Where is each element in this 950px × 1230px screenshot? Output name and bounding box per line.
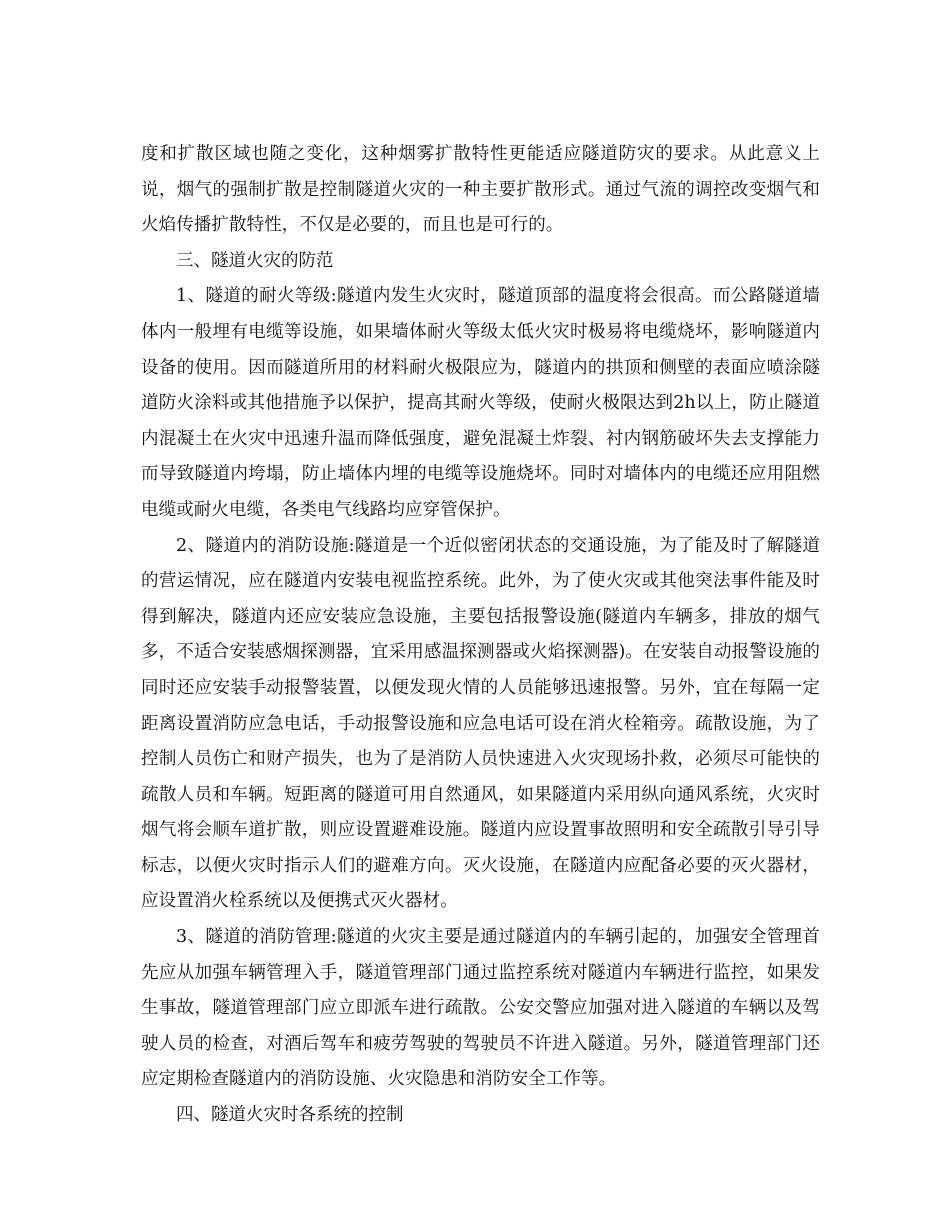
section-heading-prevention: 三、隧道火灾的防范 — [176, 250, 334, 271]
paragraph-continuation: 度和扩散区域也随之变化，这种烟雾扩散特性更能适应隧道防灾的要求。从此意义上说，烟气的强制扩散是控制隧道火灾的一种主要扩散形式。通过气流的调控改变烟气和火焰传播扩散特性，不仅是必要的，而且也是可行的。 — [141, 144, 820, 236]
paragraph-fire-management: 3、隧道的消防管理:隧道的火灾主要是通过隧道内的车辆引起的，加强安全管理首先应从加强车辆管理入手，隧道管理部门通过监控系统对隧道内车辆进行监控，如果发生事故，隧道管理部门应立即派车进行疏散。公安交警应加强对进入隧道的车辆以及驾驶人员的检查，对酒后驾车和疲劳驾驶的驾驶员不许进入隧道。另外，隧道管理部门还应定期检查隧道内的消防设施、火灾隐患和消防安全工作等。 — [141, 927, 820, 1090]
section-heading-system-control: 四、隧道火灾时各系统的控制 — [176, 1105, 404, 1126]
paragraph-fire-rating: 1、隧道的耐火等级:隧道内发生火灾时，隧道顶部的温度将会很高。而公路隧道墙体内一般埋有电缆等设施，如果墙体耐火等级太低火灾时极易将电缆烧坏，影响隧道内设备的使用。因而隧道所用的材料耐火极限应为，隧道内的拱顶和侧壁的表面应喷涂隧道防火涂料或其他措施予以保护，提高其耐火等级，使耐火极限达到2h以上，防止隧道内混凝土在火灾中迅速升温而降低强度，避免混凝土炸裂、衬内钢筋破坏失去支撑能力而导致隧道内垮塌，防止墙体内埋的电缆等设施烧坏。同时对墙体内的电缆还应用阻燃电缆或耐火电缆，各类电气线路均应穿管保护。 — [141, 286, 820, 520]
paragraph-fire-facilities: 2、隧道内的消防设施:隧道是一个近似密闭状态的交通设施，为了能及时了解隧道的营运情况，应在隧道内安装电视监控系统。此外，为了使火灾或其他突法事件能及时得到解决，隧道内还应安装应急设施，主要包括报警设施(隧道内车辆多，排放的烟气多，不适合安装感烟探测器，宜采用感温探测器或火焰探测器)。在安装自动报警设施的同时还应安装手动报警装置，以便发现火情的人员能够迅速报警。另外，宜在每隔一定距离设置消防应急电话，手动报警设施和应急电话可设在消火栓箱旁。疏散设施，为了控制人员伤亡和财产损失，也为了是消防人员快速进入火灾现场扑救，必须尽可能快的疏散人员和车辆。短距离的隧道可用自然通风，如果隧道内采用纵向通风系统，火灾时烟气将会顺车道扩散，则应设置避难设施。隧道内应设置事故照明和安全疏散引导引导标志，以便火灾时指示人们的避难方向。灭火设施，在隧道内应配备必要的灭火器材，应设置消火栓系统以及便携式灭火器材。 — [141, 535, 820, 912]
